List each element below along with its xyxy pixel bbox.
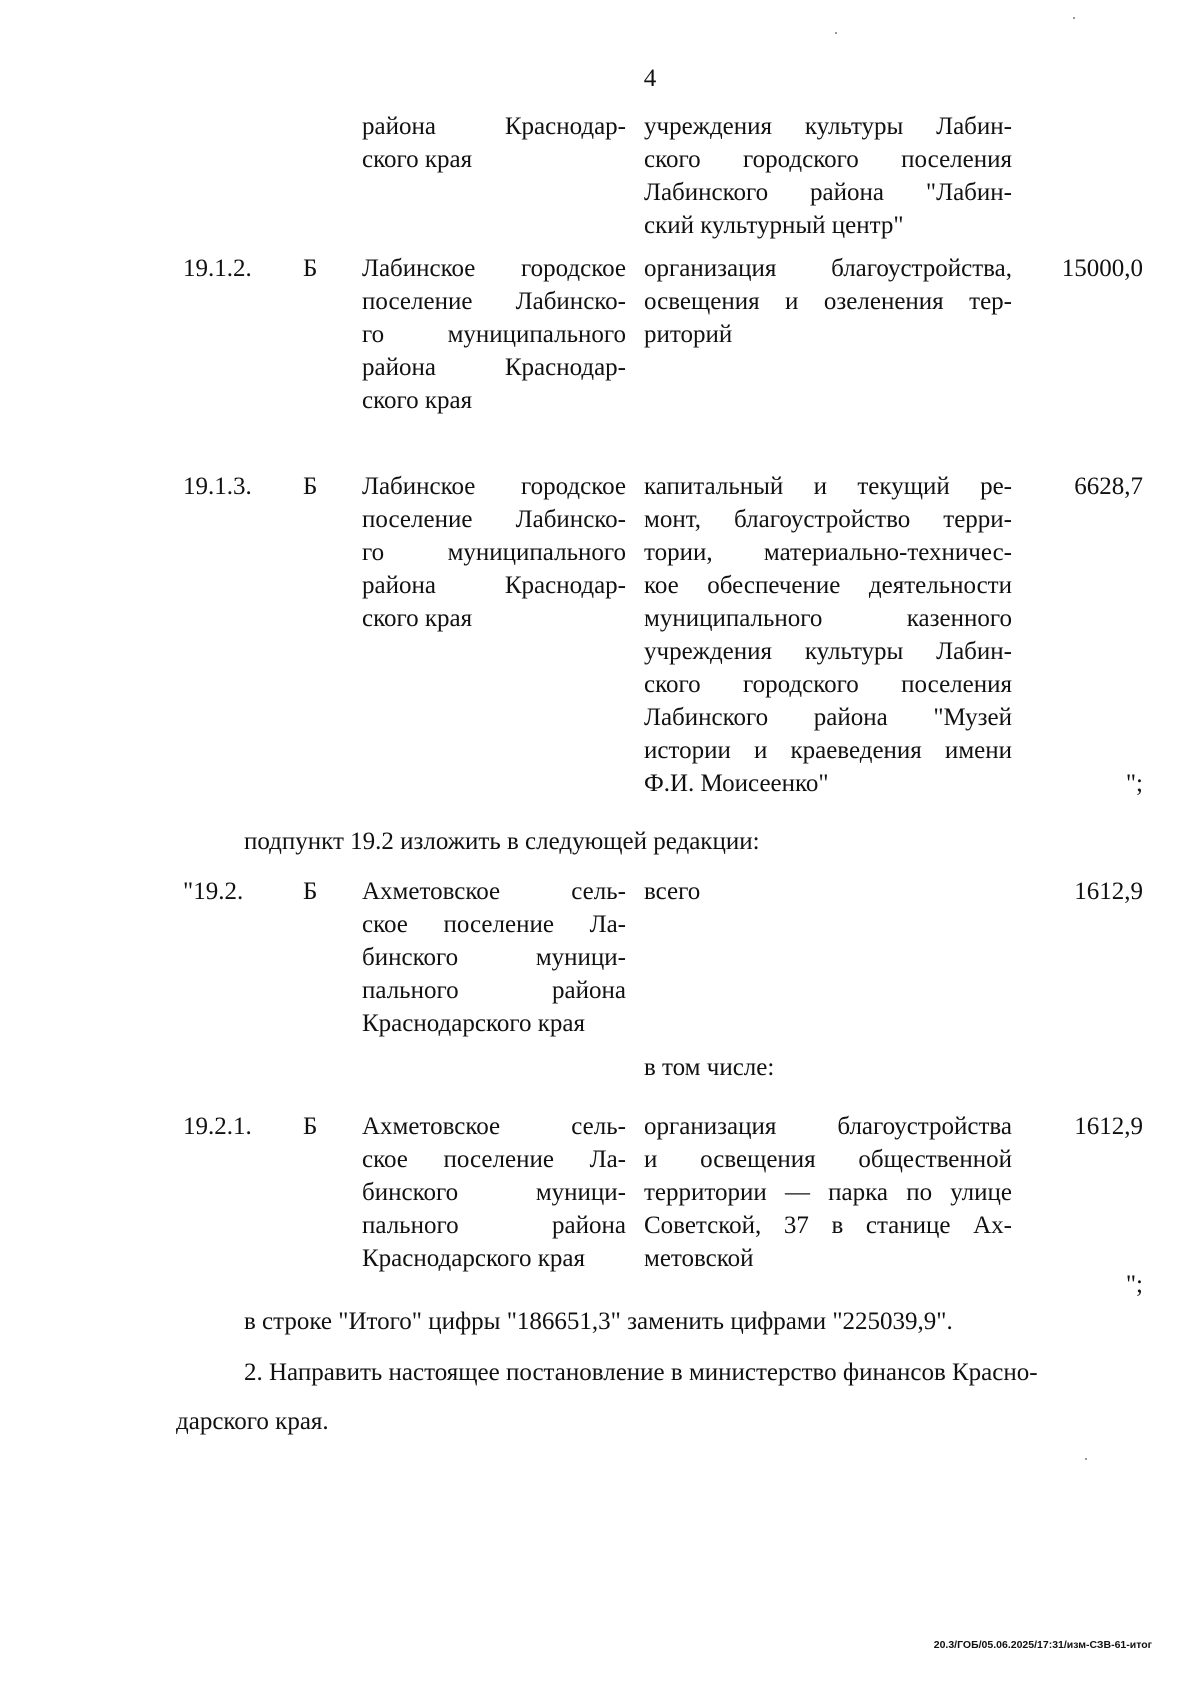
- closing-quote: ";: [1125, 1271, 1143, 1298]
- text-line: тории, материально-техничес-: [644, 539, 1012, 566]
- row-entity: [362, 252, 626, 417]
- text-line: Лабинское городское: [362, 255, 626, 282]
- row-amount: 1612,9: [1074, 1113, 1143, 1140]
- clause-2-line-2: дарского края.: [176, 1408, 329, 1435]
- continuation-purpose: [644, 110, 1012, 242]
- footer-document-code: 20.3/ГОБ/05.06.2025/17:31/изм-СЗВ-61-итог: [933, 1639, 1152, 1651]
- text-line: риторий: [644, 321, 733, 348]
- text-line: поселение Лабинско-: [362, 288, 626, 315]
- text-line: Ахметовское сель-: [362, 1113, 626, 1140]
- instruction-total: в строке "Итого" цифры "186651,3" заменить цифрами "225039,9".: [244, 1308, 953, 1335]
- row-code: 19.1.3.: [183, 473, 252, 500]
- text-line: территории — парка по улице: [644, 1179, 1012, 1206]
- row-purpose: [644, 252, 1012, 351]
- row-amount: 15000,0: [1061, 255, 1143, 282]
- row-entity: [362, 470, 626, 635]
- text-line: Краснодарского края: [362, 1245, 585, 1272]
- text-line: освещения и озеленения тер-: [644, 288, 1012, 315]
- text-line: учреждения культуры Лабин-: [644, 638, 1012, 665]
- text-line: Ахметовское сель-: [362, 878, 626, 905]
- row-code: 19.2.1.: [183, 1113, 252, 1140]
- text-line: Лабинское городское: [362, 473, 626, 500]
- text-line: ского края: [362, 146, 473, 173]
- clause-2-line-1: 2. Направить настоящее постановление в министерство финансов Красно-: [244, 1359, 1038, 1386]
- row-purpose: [644, 1110, 1012, 1275]
- text-line: го муниципального: [362, 321, 626, 348]
- row-letter: Б: [303, 878, 318, 905]
- text-line: и освещения общественной: [644, 1146, 1012, 1173]
- text-line: монт, благоустройство терри-: [644, 506, 1012, 533]
- text-line: пального района: [362, 977, 626, 1004]
- text-line: всего: [644, 878, 701, 905]
- row-purpose: [644, 875, 1012, 908]
- text-line: учреждения культуры Лабин-: [644, 113, 1012, 140]
- page-number: 4: [643, 65, 657, 92]
- row-code: 19.1.2.: [183, 255, 252, 282]
- row-letter: Б: [303, 473, 318, 500]
- text-line: бинского муници-: [362, 1179, 626, 1206]
- text-line: поселение Лабинско-: [362, 506, 626, 533]
- row-amount: 6628,7: [1074, 473, 1143, 500]
- text-line: Ф.И. Моисеенко": [644, 770, 829, 797]
- text-line: Краснодарского края: [362, 1010, 585, 1037]
- text-line: организация благоустройства: [644, 1113, 1012, 1140]
- text-line: пального района: [362, 1212, 626, 1239]
- text-line: в том числе:: [644, 1054, 775, 1081]
- row-letter: Б: [303, 255, 318, 282]
- text-line: муниципального казенного: [644, 605, 1012, 632]
- text-line: капитальный и текущий ре-: [644, 473, 1012, 500]
- text-line: кое обеспечение деятельности: [644, 572, 1012, 599]
- row-amount: 1612,9: [1074, 878, 1143, 905]
- text-line: района Краснодар-: [362, 113, 626, 140]
- text-line: района Краснодар-: [362, 572, 626, 599]
- text-line: ского городского поселения: [644, 671, 1012, 698]
- text-line: Советской, 37 в станице Ах-: [644, 1212, 1012, 1239]
- text-line: Лабинского района "Музей: [644, 704, 1012, 731]
- instruction-subitem: подпункт 19.2 изложить в следующей редакции:: [244, 828, 760, 855]
- text-line: истории и краеведения имени: [644, 737, 1012, 764]
- text-line: ское поселение Ла-: [362, 1146, 626, 1173]
- text-line: ского края: [362, 387, 473, 414]
- text-line: района Краснодар-: [362, 354, 626, 381]
- text-line: бинского муници-: [362, 944, 626, 971]
- text-line: го муниципального: [362, 539, 626, 566]
- row-purpose-including: [644, 1051, 1012, 1084]
- scan-speck: [835, 32, 837, 34]
- scan-speck: [1073, 17, 1075, 19]
- text-line: метовской: [644, 1245, 754, 1272]
- scan-speck: [1085, 1458, 1087, 1460]
- row-entity: [362, 875, 626, 1040]
- row-purpose: [644, 470, 1012, 800]
- text-line: ский культурный центр": [644, 212, 904, 239]
- row-code: "19.2.: [183, 878, 244, 905]
- text-line: ское поселение Ла-: [362, 911, 626, 938]
- continuation-entity: [362, 110, 626, 176]
- closing-quote: ";: [1125, 770, 1143, 797]
- text-line: ского городского поселения: [644, 146, 1012, 173]
- text-line: организация благоустройства,: [644, 255, 1012, 282]
- text-line: ского края: [362, 605, 473, 632]
- row-entity: [362, 1110, 626, 1275]
- text-line: Лабинского района "Лабин-: [644, 179, 1012, 206]
- row-letter: Б: [303, 1113, 318, 1140]
